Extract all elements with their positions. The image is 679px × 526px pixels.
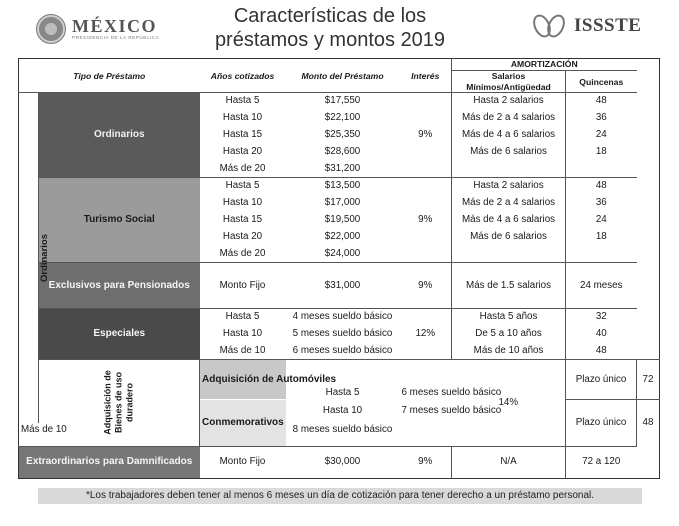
salario-cell: Más de 4 a 6 salarios bbox=[452, 127, 566, 144]
anos-cell: Hasta 5 bbox=[200, 309, 286, 326]
salario-cell bbox=[452, 246, 566, 263]
group-label-adquisicion: Adquisición de Bienes de uso duradero bbox=[39, 360, 200, 447]
quincenas-cell: 24 bbox=[566, 127, 637, 144]
salario-cell: Plazo único bbox=[566, 360, 637, 400]
monto-cell: $28,600 bbox=[324, 146, 361, 157]
interes-cell: 14% bbox=[452, 360, 566, 446]
monto-cell: 5 meses sueldo básico bbox=[292, 328, 393, 339]
interes-cell: 9% bbox=[400, 178, 452, 263]
table-row bbox=[19, 93, 660, 110]
monto-cell: $17,000 bbox=[324, 197, 361, 208]
loan-type-especiales: Especiales bbox=[39, 309, 200, 360]
title-line-1: Características de los bbox=[233, 5, 427, 27]
table-row bbox=[19, 178, 660, 195]
anos-cell: Más de 10 bbox=[219, 344, 266, 356]
salario-cell: Más de 6 salarios bbox=[452, 229, 566, 246]
anos-cell: Hasta 10 bbox=[222, 112, 263, 123]
salario-cell: Más de 2 a 4 salarios bbox=[452, 110, 566, 127]
col-header-interes: Interés bbox=[411, 70, 440, 81]
mexico-logo bbox=[36, 12, 159, 46]
group-label-ordinarios: Ordinarios bbox=[19, 93, 39, 423]
anos-cell: Hasta 10 bbox=[322, 405, 363, 416]
anos-cell: Hasta 5 bbox=[200, 93, 286, 110]
salario-cell bbox=[452, 161, 566, 178]
monto-cell: 4 meses sueldo básico bbox=[286, 309, 400, 326]
quincenas-cell: 48 bbox=[566, 343, 637, 360]
anos-cell: Hasta 10 bbox=[222, 328, 263, 339]
anos-cell: Más de 20 bbox=[219, 247, 266, 259]
issste-logo bbox=[530, 12, 641, 40]
interes-cell: 9% bbox=[400, 446, 452, 478]
salario-cell: N/A bbox=[452, 446, 566, 478]
monto-cell: $17,550 bbox=[286, 93, 400, 110]
loan-type-conmemorativos: Conmemorativos bbox=[200, 400, 286, 446]
anos-cell: Hasta 15 bbox=[222, 129, 263, 140]
mexico-logo-subtitle: PRESIDENCIA DE LA REPÚBLICA bbox=[72, 35, 160, 40]
anos-cell: Monto Fijo bbox=[200, 263, 286, 309]
col-header-minimos: Mínimos/Antigüedad bbox=[452, 82, 566, 93]
interes-cell: 9% bbox=[400, 93, 452, 178]
quincenas-cell: 48 bbox=[566, 93, 637, 110]
quincenas-cell: 36 bbox=[566, 195, 637, 212]
page-header bbox=[0, 0, 679, 58]
salario-cell: Hasta 5 años bbox=[452, 309, 566, 326]
anos-cell: Hasta 10 bbox=[222, 197, 263, 208]
loan-type-damnificados: Extraordinarios para Damnificados bbox=[19, 446, 200, 478]
monto-cell: 8 meses sueldo básico bbox=[292, 423, 393, 435]
salario-cell: Más de 10 años bbox=[452, 343, 566, 360]
table-row bbox=[19, 360, 660, 400]
monto-cell: $31,200 bbox=[324, 162, 361, 174]
anos-cell: Hasta 20 bbox=[222, 231, 263, 242]
col-header-salarios: Salarios bbox=[452, 71, 566, 82]
monto-cell: $22,100 bbox=[324, 112, 361, 123]
salario-cell: Hasta 2 salarios bbox=[452, 93, 566, 110]
col-header-monto: Monto del Préstamo bbox=[301, 70, 384, 81]
table-row bbox=[19, 263, 660, 309]
anos-cell: Más de 20 bbox=[219, 162, 266, 174]
monto-cell: $22,000 bbox=[324, 231, 361, 242]
salario-cell: Más de 1.5 salarios bbox=[452, 263, 566, 309]
salario-cell: Hasta 2 salarios bbox=[452, 178, 566, 195]
monto-cell: 6 meses sueldo básico bbox=[292, 344, 393, 356]
col-header-tipo: Tipo de Préstamo bbox=[73, 70, 146, 81]
footnote: *Los trabajadores deben tener al menos 6 meses un día de cotización para tener derecho a un préstamo personal. bbox=[38, 488, 642, 504]
quincenas-cell: 72 bbox=[637, 360, 660, 400]
quincenas-cell: 18 bbox=[566, 229, 637, 246]
anos-cell: Hasta 5 bbox=[200, 178, 286, 195]
quincenas-cell: 18 bbox=[566, 144, 637, 161]
anos-cell: Hasta 20 bbox=[222, 146, 263, 157]
monto-cell: $31,000 bbox=[286, 263, 400, 309]
table-row bbox=[19, 309, 660, 326]
mexico-seal-icon bbox=[36, 14, 66, 44]
quincenas-cell: 48 bbox=[566, 178, 637, 195]
salario-cell: De 5 a 10 años bbox=[452, 326, 566, 343]
quincenas-cell: 36 bbox=[566, 110, 637, 127]
monto-cell: $13,500 bbox=[286, 178, 400, 195]
col-header-amortizacion: AMORTIZACIÓN bbox=[452, 59, 637, 71]
mexico-logo-text: MÉXICO bbox=[72, 16, 157, 36]
monto-cell: $25,350 bbox=[324, 129, 361, 140]
monto-cell: 6 meses sueldo básico bbox=[400, 360, 452, 400]
col-header-quincenas: Quincenas bbox=[566, 71, 637, 93]
salario-cell: Plazo único bbox=[566, 400, 637, 446]
quincenas-cell: 72 a 120 bbox=[566, 446, 637, 478]
loan-type-ordinarios: Ordinarios bbox=[39, 93, 200, 178]
loan-type-pensionados: Exclusivos para Pensionados bbox=[39, 263, 200, 309]
anos-cell: Monto Fijo bbox=[200, 446, 286, 478]
anos-cell: Hasta 5 bbox=[286, 360, 400, 400]
quincenas-cell bbox=[566, 161, 637, 178]
monto-cell: $24,000 bbox=[324, 247, 361, 259]
salario-cell: Más de 2 a 4 salarios bbox=[452, 195, 566, 212]
monto-cell: 7 meses sueldo básico bbox=[401, 405, 502, 416]
anos-cell: Más de 10 bbox=[21, 423, 67, 435]
monto-cell: $30,000 bbox=[286, 446, 400, 478]
anos-cell: Hasta 15 bbox=[222, 214, 263, 225]
loan-type-turismo-social: Turismo Social bbox=[39, 178, 200, 263]
title-line-2: préstamos y montos 2019 bbox=[214, 29, 446, 51]
monto-cell: $19,500 bbox=[324, 214, 361, 225]
loans-table bbox=[18, 58, 660, 479]
quincenas-cell: 48 bbox=[637, 400, 660, 446]
table-row bbox=[19, 446, 660, 478]
table-header-row bbox=[19, 59, 660, 71]
quincenas-cell bbox=[566, 246, 637, 263]
page-title bbox=[185, 4, 475, 52]
issste-emblem-icon bbox=[530, 12, 570, 40]
interes-cell: 9% bbox=[400, 263, 452, 309]
salario-cell: Más de 4 a 6 salarios bbox=[452, 212, 566, 229]
interes-cell: 12% bbox=[400, 309, 452, 360]
quincenas-cell: 40 bbox=[566, 326, 637, 343]
quincenas-cell: 32 bbox=[566, 309, 637, 326]
quincenas-cell: 24 meses bbox=[566, 263, 637, 309]
salario-cell: Más de 6 salarios bbox=[452, 144, 566, 161]
quincenas-cell: 24 bbox=[566, 212, 637, 229]
issste-logo-text: ISSSTE bbox=[574, 15, 642, 36]
loan-type-automoviles: Adquisición de Automóviles bbox=[200, 360, 286, 400]
col-header-anos: Años cotizados bbox=[210, 70, 275, 81]
